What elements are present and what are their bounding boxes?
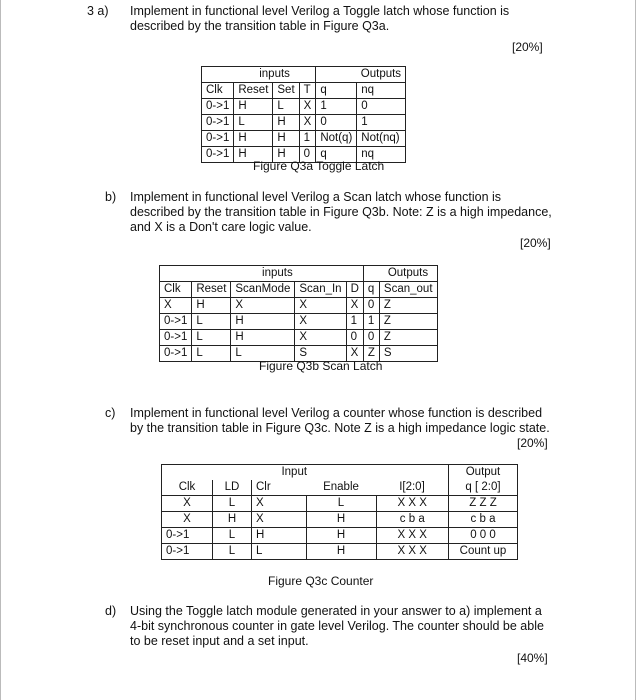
table-cell: 1 xyxy=(299,131,316,147)
table-cell: L xyxy=(252,544,307,560)
table-cell: Count up xyxy=(449,544,518,560)
table-row xyxy=(162,496,518,512)
header-cell: T xyxy=(299,83,316,99)
header-cell: nq xyxy=(357,83,406,99)
table-cell: 0 xyxy=(357,99,406,115)
table-row xyxy=(160,314,438,330)
table-row xyxy=(160,298,438,314)
table-q3a-group-inputs: inputs xyxy=(234,67,316,83)
table-cell: L xyxy=(213,496,252,512)
question-3d-line2: 4-bit synchronous counter in gate level Verilog. The counter should be able xyxy=(130,619,544,633)
table-cell: 1 xyxy=(316,99,357,115)
table-cell: 0->1 xyxy=(202,115,234,131)
header-cell: Clk xyxy=(160,282,192,298)
header-cell: Reset xyxy=(192,282,231,298)
table-q3c xyxy=(161,464,518,560)
header-cell: Reset xyxy=(234,83,273,99)
table-cell: H xyxy=(213,512,252,528)
table-row xyxy=(162,528,518,544)
table-cell: H xyxy=(273,131,299,147)
table-q3c-group-input: Input xyxy=(213,465,377,481)
table-cell: c b a xyxy=(376,512,449,528)
header-cell: q xyxy=(316,83,357,99)
question-3c-number: c) xyxy=(105,406,116,420)
question-3b-marks: [20%] xyxy=(520,236,551,250)
table-cell: X X X xyxy=(376,496,449,512)
header-cell: ScanMode xyxy=(231,282,295,298)
table-cell: S xyxy=(379,346,437,362)
header-cell: Scan_out xyxy=(379,282,437,298)
table-cell: L xyxy=(213,528,252,544)
question-3c-line2: by the transition table in Figure Q3c. Note Z is a high impedance logic state. xyxy=(130,421,550,435)
table-row xyxy=(160,330,438,346)
table-cell: 1 xyxy=(363,314,379,330)
table-q3a-group-outputs: Outputs xyxy=(357,67,406,83)
table-cell: X xyxy=(252,496,307,512)
table-q3a xyxy=(201,66,406,163)
table-cell: L xyxy=(234,115,273,131)
table-cell: Z xyxy=(379,314,437,330)
table-cell: 1 xyxy=(346,314,363,330)
table-q3b-group-inputs: inputs xyxy=(192,266,364,282)
table-row xyxy=(162,512,518,528)
table-cell: Not(nq) xyxy=(357,131,406,147)
table-cell: H xyxy=(273,115,299,131)
table-cell: 0->1 xyxy=(160,314,192,330)
table-cell: 0 xyxy=(316,115,357,131)
table-cell: X xyxy=(162,496,213,512)
question-3c-marks: [20%] xyxy=(517,436,548,450)
table-cell: 1 xyxy=(357,115,406,131)
table-cell: 0 xyxy=(299,147,316,163)
table-cell: H xyxy=(192,298,231,314)
table-row xyxy=(162,544,518,560)
table-q3c-group-output: Output xyxy=(449,465,518,481)
table-row xyxy=(202,131,406,147)
header-cell: Enable xyxy=(323,481,359,493)
header-cell: q xyxy=(363,282,379,298)
table-cell: X xyxy=(252,512,307,528)
table-cell: L xyxy=(192,346,231,362)
table-cell: H xyxy=(231,330,295,346)
table-cell: 0->1 xyxy=(160,346,192,362)
table-cell: L xyxy=(306,496,376,512)
question-3d-line3: to be reset input and a set input. xyxy=(130,634,309,648)
table-q3c-header-row xyxy=(162,480,518,496)
table-cell: 0->1 xyxy=(202,131,234,147)
header-cell: q [ 2:0] xyxy=(449,480,518,496)
table-q3b-group-outputs: Outputs xyxy=(379,266,437,282)
table-cell: X xyxy=(346,346,363,362)
table-cell: H xyxy=(234,147,273,163)
table-cell: Z xyxy=(379,330,437,346)
table-cell: L xyxy=(192,330,231,346)
question-3a-marks: [20%] xyxy=(512,40,543,54)
table-cell: H xyxy=(231,314,295,330)
question-3a-number: 3 a) xyxy=(87,4,109,18)
table-cell: Not(q) xyxy=(316,131,357,147)
question-3a-line1: Implement in functional level Verilog a Toggle latch whose function is xyxy=(130,4,510,18)
table-cell: X xyxy=(295,314,346,330)
header-cell: Clr xyxy=(252,480,307,496)
question-3c-text xyxy=(130,406,550,436)
table-cell: q xyxy=(316,147,357,163)
table-cell: X xyxy=(295,330,346,346)
table-cell: Z xyxy=(363,346,379,362)
table-cell: H xyxy=(273,147,299,163)
table-cell: 0->1 xyxy=(202,147,234,163)
table-cell: X xyxy=(346,298,363,314)
question-3a-text xyxy=(130,4,509,34)
table-cell: L xyxy=(192,314,231,330)
table-cell: H xyxy=(306,544,376,560)
table-cell: c b a xyxy=(449,512,518,528)
table-cell: X xyxy=(295,298,346,314)
table-cell: X xyxy=(299,99,316,115)
table-cell: H xyxy=(252,528,307,544)
table-row xyxy=(202,99,406,115)
table-cell: 0 xyxy=(363,298,379,314)
table-cell: H xyxy=(234,99,273,115)
question-3b-line2: described by the transition table in Figure Q3b. Note: Z is a high impedance, xyxy=(130,205,552,219)
table-cell: Z Z Z xyxy=(449,496,518,512)
header-cell: LD xyxy=(213,480,252,496)
question-3c-line1: Implement in functional level Verilog a counter whose function is described xyxy=(130,406,543,420)
table-q3a-header-row xyxy=(202,83,406,99)
table-cell: 0 xyxy=(346,330,363,346)
table-cell: 0 0 0 xyxy=(449,528,518,544)
table-cell: L xyxy=(273,99,299,115)
question-3b-line3: and X is a Don't care logic value. xyxy=(130,220,312,234)
table-cell: X xyxy=(160,298,192,314)
table-q3b-header-row xyxy=(160,282,438,298)
table-cell: 0->1 xyxy=(202,99,234,115)
question-3b-text xyxy=(130,190,552,235)
table-cell: L xyxy=(231,346,295,362)
table-row xyxy=(202,115,406,131)
header-cell: Clk xyxy=(202,83,234,99)
table-q3b xyxy=(159,265,438,362)
table-cell: H xyxy=(234,131,273,147)
table-cell: 0->1 xyxy=(162,528,213,544)
question-3d-marks: [40%] xyxy=(517,651,548,665)
question-3b-number: b) xyxy=(105,190,117,204)
table-cell: 0->1 xyxy=(160,330,192,346)
figure-q3b-caption: Figure Q3b Scan Latch xyxy=(259,359,383,373)
table-cell: nq xyxy=(357,147,406,163)
figure-q3a-caption: Figure Q3a Toggle Latch xyxy=(253,159,385,173)
table-cell: L xyxy=(213,544,252,560)
table-cell: X xyxy=(299,115,316,131)
question-3a-line2: described by the transition table in Figure Q3a. xyxy=(130,19,390,33)
question-3d-number: d) xyxy=(105,604,117,618)
table-cell: X xyxy=(231,298,295,314)
question-3b-line1: Implement in functional level Verilog a Scan latch whose function is xyxy=(130,190,502,204)
question-3d-text xyxy=(130,604,544,649)
question-3d-line1: Using the Toggle latch module generated in your answer to a) implement a xyxy=(130,604,542,618)
table-cell: Z xyxy=(379,298,437,314)
table-cell: X xyxy=(162,512,213,528)
table-cell: H xyxy=(306,528,376,544)
table-cell: H xyxy=(306,512,376,528)
header-cell: Set xyxy=(273,83,299,99)
header-cell: I[2:0] xyxy=(399,481,425,493)
header-cell: Scan_In xyxy=(295,282,346,298)
header-cell: Clk xyxy=(162,480,213,496)
table-cell: X X X xyxy=(376,528,449,544)
table-cell: S xyxy=(295,346,346,362)
header-cell: D xyxy=(346,282,363,298)
table-cell: 0->1 xyxy=(162,544,213,560)
figure-q3c-caption: Figure Q3c Counter xyxy=(268,574,374,588)
table-cell: X X X xyxy=(376,544,449,560)
table-cell: 0 xyxy=(363,330,379,346)
